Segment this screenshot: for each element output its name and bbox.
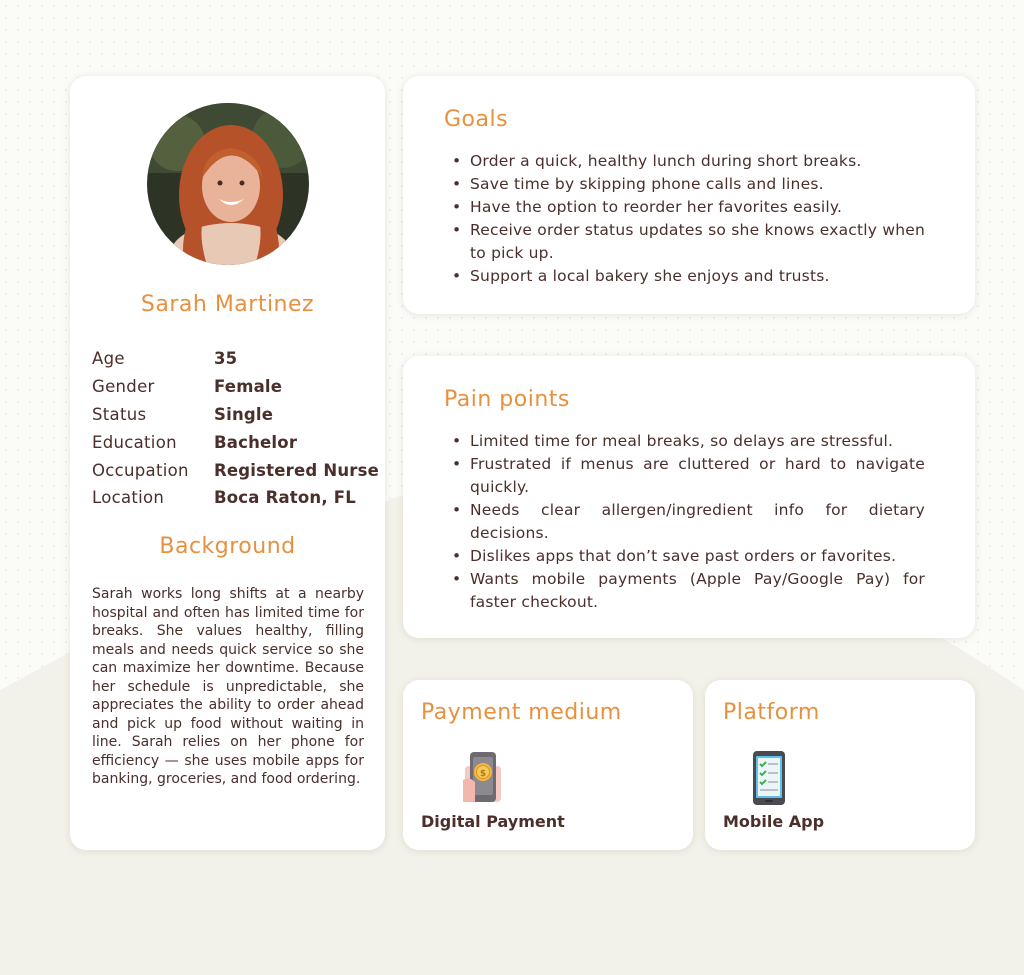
goals-heading: Goals — [444, 107, 509, 132]
payment-medium-card — [403, 680, 693, 850]
list-item: • Have the option to reorder her favorites easily. — [452, 196, 925, 219]
pain-points-card — [403, 356, 975, 638]
attribute-row-occupation — [92, 456, 382, 484]
list-item: • Needs clear allergen/ingredient info for dietary decisions. — [452, 499, 925, 545]
platform-heading: Platform — [723, 700, 820, 725]
background-text: Sarah works long shifts at a nearby hospital and often has limited time for breaks. She values healthy, filling meals and needs quick service so she can maximize her downtime. Because her schedule is unpredictable, she appreciates the ability to order ahead and pick up food without waiting in line. Sarah relies on her phone for efficiency — she uses mobile apps for banking, groceries, and food ordering. — [92, 586, 364, 787]
profile-card — [70, 76, 385, 850]
background-heading: Background — [159, 534, 296, 559]
goals-card — [403, 76, 975, 314]
persona-name: Sarah Martinez — [140, 292, 315, 317]
mobile-app-icon — [747, 750, 791, 806]
list-item: • Support a local bakery she enjoys and trusts. — [452, 265, 925, 288]
list-item: • Dislikes apps that don’t save past orders or favorites. — [452, 545, 925, 568]
profile-photo-image — [147, 103, 309, 265]
attribute-value: 35 — [214, 349, 238, 369]
digital-payment-icon — [461, 750, 505, 806]
attribute-label: Education — [92, 432, 177, 452]
attribute-value: Bachelor — [214, 432, 298, 452]
attribute-row-location — [92, 484, 382, 512]
attribute-row-gender — [92, 373, 382, 401]
attribute-label: Location — [92, 488, 165, 508]
svg-text:$: $ — [479, 769, 487, 779]
attribute-value: Female — [214, 377, 283, 397]
pain-points-heading: Pain points — [444, 387, 570, 412]
attribute-label: Age — [92, 349, 125, 369]
list-item: • Save time by skipping phone calls and lines. — [452, 173, 925, 196]
platform-label: Mobile App — [723, 812, 825, 831]
attribute-row-education — [92, 428, 382, 456]
attribute-value: Boca Raton, FL — [214, 488, 356, 508]
attribute-row-status — [92, 401, 382, 429]
attribute-row-age — [92, 345, 382, 373]
attribute-label: Occupation — [92, 460, 189, 480]
attribute-value: Registered Nurse — [214, 460, 380, 480]
list-item: • Order a quick, healthy lunch during short breaks. — [452, 150, 925, 173]
attribute-label: Gender — [92, 377, 155, 397]
attributes-list — [92, 345, 382, 512]
goals-list — [452, 150, 925, 288]
pain-points-list — [452, 430, 925, 614]
payment-medium-label: Digital Payment — [421, 812, 565, 831]
list-item: • Frustrated if menus are cluttered or hard to navigate quickly. — [452, 453, 925, 499]
payment-medium-heading: Payment medium — [421, 700, 622, 725]
attribute-label: Status — [92, 404, 147, 424]
list-item: • Receive order status updates so she knows exactly when to pick up. — [452, 219, 925, 265]
list-item: • Limited time for meal breaks, so delays are stressful. — [452, 430, 925, 453]
attribute-value: Single — [214, 404, 274, 424]
profile-photo — [147, 103, 309, 265]
platform-card — [705, 680, 975, 850]
list-item: • Wants mobile payments (Apple Pay/Google Pay) for faster checkout. — [452, 568, 925, 614]
